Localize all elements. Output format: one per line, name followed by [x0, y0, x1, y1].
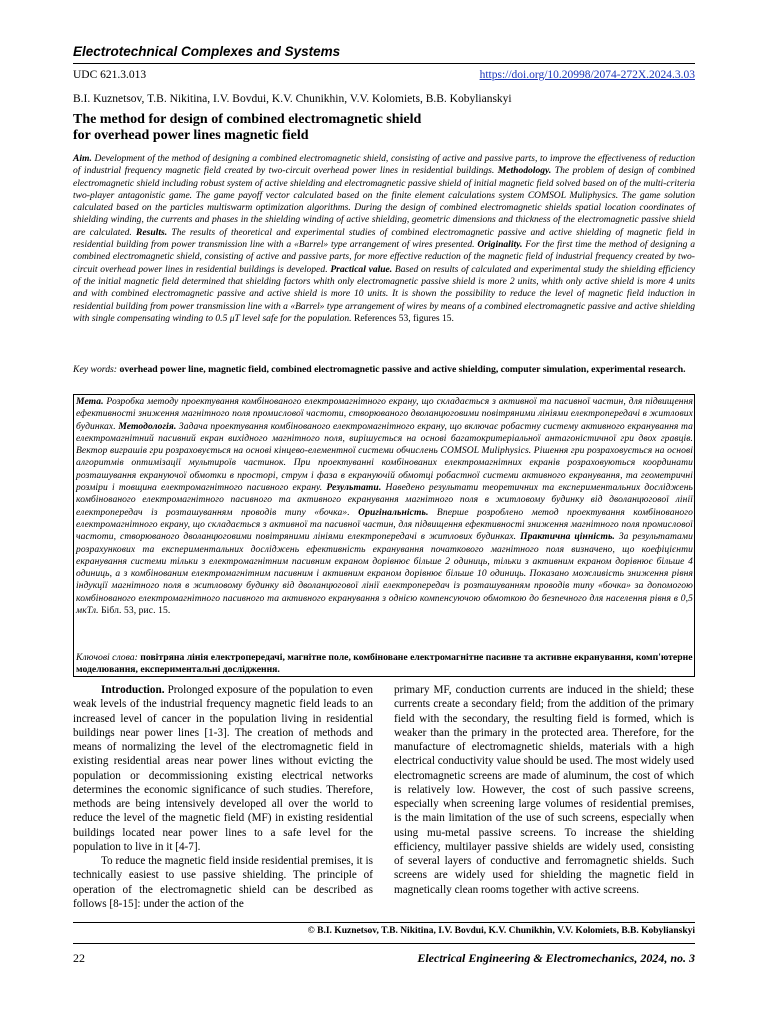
- body-column-left: [73, 683, 373, 911]
- footer-rule-bottom: [73, 943, 695, 944]
- body-paragraph-3: primary MF, conduction currents are induced in the shield; these currents create a secondary field; from the addition of the primary field with the secondary, the resulting field is formed, which is weaker than the primary in the protected area. Therefore, for the manufacture of electromagnetic shields, materials with a high electrical conductivity value should be used. The most widely used electromagnetic screens are made of aluminum, the cost of which is relatively low. However, the cost of such passive screens, especially when screening large volumes of residential premises, is the main limitation of the use of such screens, especially when using mu-metal passive screens. To increase the shielding efficiency, multilayer passive shields are widely used, consisting of several layers of conductive and ferromagnetic shields. Such screens are widely used for shielding the magnetic field in magnetically clean rooms together with active screens.: [394, 684, 694, 896]
- title-line-2: for overhead power lines magnetic field: [73, 128, 309, 143]
- ua-results-label: Результати.: [326, 482, 382, 494]
- results-label: Results.: [136, 226, 168, 238]
- originality-text: For the first time the method of designing a combined electromagnetic shield, consisting of active and passive parts, for more effective reduction of the magnetic field of industrial frequency created by two-circuit overhead power lines in residential buildings is developed.: [73, 239, 695, 275]
- journal-section-title: Electrotechnical Complexes and Systems: [73, 44, 341, 59]
- practical-text: Based on results of calculated and experimental study the shielding efficiency of the initial magnetic field determined that shielding factors whith only electromagnetic passive shield is more 2 units, whith only active shield is more 4 units and with combined electromagnetic passive and active shield is more 10 units. It is shown the possibility to reduce the level of magnetic field induction in residential building from power transmission line with a «Barrel» type arrangement of wires by means of a combined electromagnetic passive and active shielding with single compensating winding to 0.5 μT level safe for the population.: [73, 263, 695, 324]
- ua-aim-text: Розробка методу проектування комбінованого електромагнітного екрану, що складається з активної та пасивної частин, для підвищення ефективності зниження магнітного поля промислової частоти, створюваного дволанцюговими повітряними лініями електропередачі в житлових будинках.: [76, 396, 693, 432]
- ua-practical-text: За результатами розрахункових та експериментальних досліджень ефективність екранування початкового магнітного поля визначено, що коефіцієнти екранування системи тільки з електромагнітним пасивним екраном дорівнює більше 2 одиниць, тільки з активним екраном дорівнює більше 4 одиниць, а з комбінованим електромагнітним пасивним і активним екраном дорівнює більше 10 одиниць. Показано можливість зниження рівня індукції магнітного поля в житловому будинку від дволанцюгової лінії електропередач із розташуванням проводів типу «бочка» за допомогою комбінованого електромагнітного пасивного та активного екранування з однією компенсуючою обмоткою до безпечного для населення рівня в 0,5 мкТл.: [76, 531, 694, 617]
- ua-results-text: Наведено результати теоретичних та експериментальних досліджень комбінованого електромагнітного пасивного та активного екранування магнітного поля в житловому будинку від дволанцюгової лінії електропередач із розташуванням проводів типу «бочка».: [76, 482, 693, 518]
- intro-paragraph: [73, 683, 373, 854]
- abstract-en: [73, 153, 695, 325]
- keywords-label: Key words:: [73, 364, 118, 375]
- ua-originality-label: Оригінальність.: [358, 506, 429, 518]
- copyright-line: © B.I. Kuznetsov, T.B. Nikitina, I.V. Bovdui, K.V. Chunikhin, V.V. Kolomiets, B.B. Kobylianskyi: [307, 926, 695, 936]
- header-rule: [73, 63, 695, 64]
- udc-code: UDC 621.3.013: [73, 69, 147, 81]
- keywords-ua: [76, 652, 693, 677]
- ua-originality-text: Вперше розроблено метод проектування комбінованого електромагнітного екрану, що складається з активної та пасивної частин, для підвищення ефективності зниження магнітного поля промислової частоти, створюваного дволанцюговими повітряними лініями електропередачі в житлових будинках.: [76, 506, 693, 543]
- title-line-1: The method for design of combined electromagnetic shield: [73, 112, 422, 127]
- aim-text: Development of the method of designing a combined electromagnetic shield, consisting of active and passive parts, to improve the effectiveness of reduction of industrial frequency magnetic field created by two-circuit overhead power lines in residential buildings.: [73, 153, 695, 177]
- methodology-label: Methodology.: [497, 165, 552, 177]
- ua-methodology-label: Методологія.: [118, 420, 177, 432]
- ua-refs-count: Бібл. 53, рис. 15.: [98, 605, 171, 617]
- ua-keywords-value: повітряна лінія електропередачі, магнітне поле, комбіноване електромагнітне пасивне та активне екранування, комп'ютерне моделювання, експериментальні дослідження.: [76, 652, 693, 676]
- footer-rule-top: [73, 922, 695, 923]
- ua-methodology-text: Задача проектування комбінованого електромагнітного екрану, що включає робастну систему активного екранування та електромагнітний пасивний екран вихідного магнітного поля, вирішується на основі багатокритеріальної антагоністичної гри двох гравців. Вектор виграшів гри розраховується на основі кінцево-елементної системи обчислень COMSOL Muliphysics. Рішення гри розраховується на основі алгоритмів оптимізації мультироїв частинок. При проектуванні комбінованих електромагнітних екранів розраховуються координати розташування екрануючої обмотки в просторі, струм і фаза в екрануючій обмотці робастної системи активного екранування, та геометричні розміри і товщина електромагнітного пасивного екрану.: [76, 420, 693, 494]
- refs-count: References 53, figures 15.: [351, 312, 454, 324]
- paper-title: [73, 112, 695, 144]
- page-number: 22: [73, 951, 85, 965]
- results-text: The results of theoretical and experimental studies of combined electromagnetic passive and active shielding of magnetic field in residential building from power transmission line with a «Barrel» type arrangement of wires presented.: [73, 226, 696, 251]
- body-paragraph-2: To reduce the magnetic field inside residential premises, it is technically easiest to use passive shielding. The principle of operation of the electromagnetic shield can be described as follows [8-15]: under the action of the: [73, 855, 373, 910]
- keywords-value: overhead power line, magnetic field, combined electromagnetic passive and active shielding, computer simulation, experimental research.: [117, 364, 686, 375]
- intro-label: Introduction.: [101, 684, 165, 696]
- originality-label: Originality.: [477, 239, 523, 251]
- abstract-ua: [76, 396, 693, 617]
- ua-keywords-label: Ключові слова:: [76, 652, 138, 663]
- journal-footer: Electrical Engineering & Electromechanics, 2024, no. 3: [417, 951, 695, 965]
- ua-practical-label: Практична цінність.: [520, 531, 615, 543]
- practical-label: Practical value.: [330, 263, 393, 275]
- authors: B.I. Kuznetsov, T.B. Nikitina, I.V. Bovdui, K.V. Chunikhin, V.V. Kolomiets, B.B. Kobylianskyi: [73, 93, 512, 105]
- intro-text: Prolonged exposure of the population to even weak levels of the industrial frequency magnetic field leads to an increased level of cancer in the population living in residential buildings near power lines [1-3]. The creation of methods and means of normalizing the level of the electromagnetic field in existing residential areas near power lines without evicting the population or decommissioning existing electrical networks determines the economic significance of such studies. Therefore, methods are being intensively developed all over the world to reduce the level of the magnetic field (MF) in existing residential buildings located near power lines to a safe level for the population to live in it [4-7].: [73, 684, 373, 853]
- methodology-text: The problem of design of combined electromagnetic shield including robust system of active shielding and electromagnetic passive shield of initial magnetic field solved based on of the multi-criteria two-player antagonistic game. The game payoff vector calculated based on the finite element calculations system COMSOL Muliphysics. The game solution calculated based on the particles multiswarm optimization algorithms. During the design of combined electromagnetic shields spatial location coordinates of shielding winding, the currents and phases in the shielding winding of active shielding, geometric dimensions and thickness of the electromagnetic passive shield are calculated.: [73, 165, 695, 238]
- aim-label: Aim.: [73, 153, 92, 164]
- body-column-right: [394, 683, 694, 897]
- keywords-en: [73, 364, 695, 376]
- doi-link[interactable]: https://doi.org/10.20998/2074-272X.2024.3.03: [479, 69, 695, 81]
- ua-aim-label: Мета.: [76, 396, 104, 407]
